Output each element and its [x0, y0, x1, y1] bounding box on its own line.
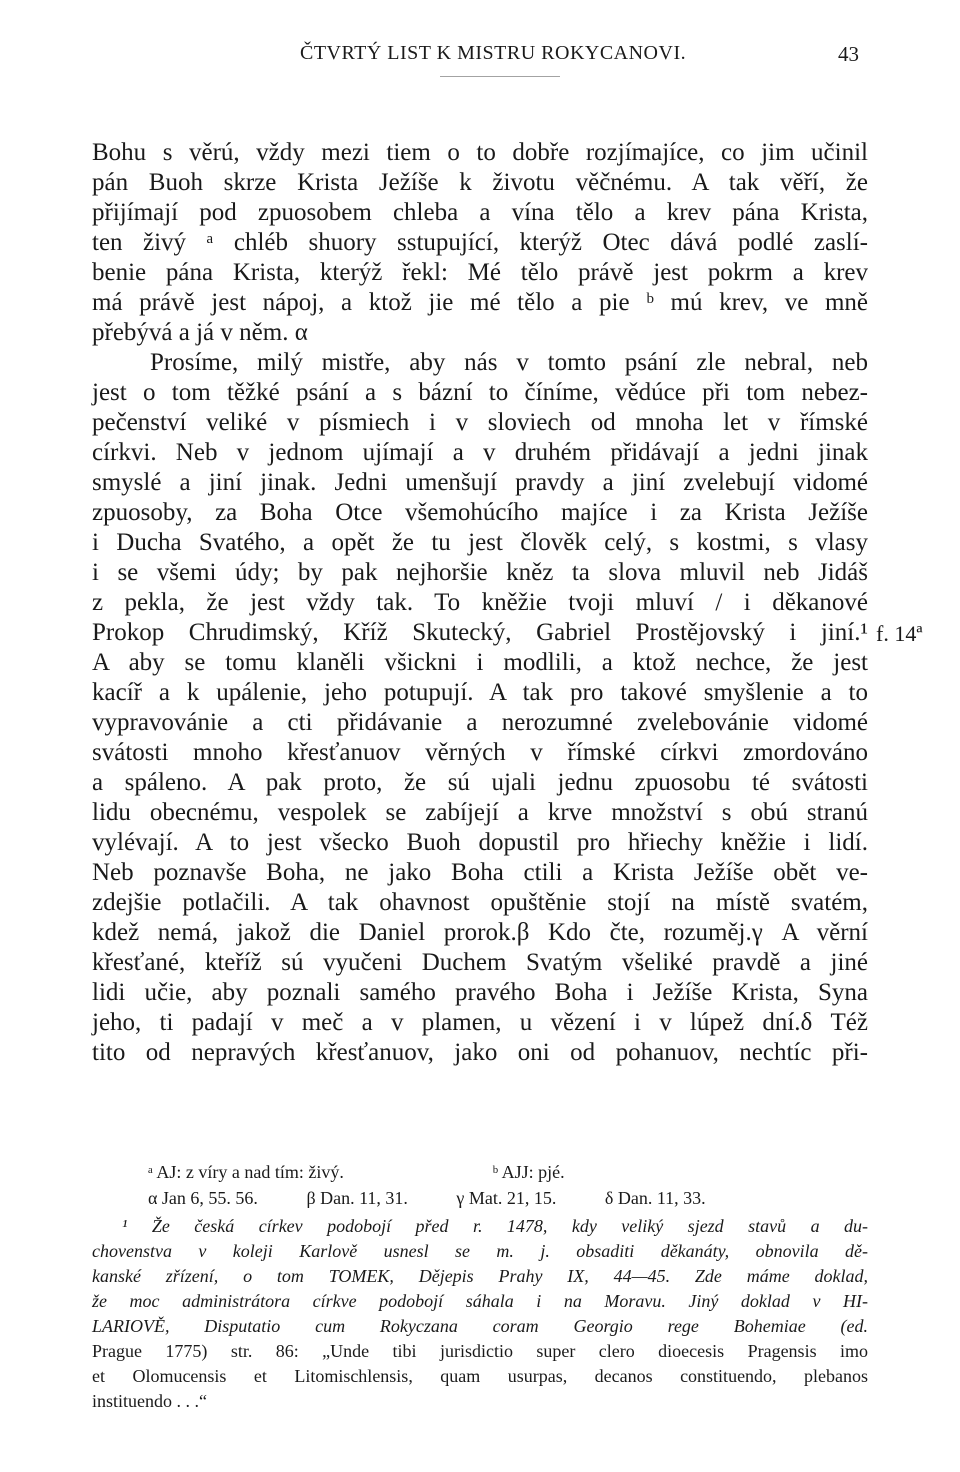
text-line: benie pána Krista, kterýž řekl: Mé tělo právě jest pokrm a krev: [92, 259, 868, 286]
reference-delta: δ Dan. 11, 33.: [604, 1188, 706, 1208]
text-line: svátosti mnoho křesťanuov věrných v římské církvi zmordováno: [92, 739, 868, 766]
text-line: lidi učie, aby poznali samého pravého Boha i Ježíše Krista, Syna: [92, 979, 868, 1006]
text-line: kdež nemá, jakož die Daniel prorok.β Kdo čte, rozuměj.γ A věrní: [92, 919, 868, 946]
reference-beta: β Dan. 11, 31.: [306, 1188, 408, 1208]
footnote-1-line: LARIOVĚ, Disputatio cum Rokyczana coram Georgio rege Bohemiae (ed.: [92, 1316, 868, 1336]
text-line: kacíř a k upálenie, jeho potupují. A tak pro takové smyšlenie a to: [92, 679, 868, 706]
footnote-1-line: že moc administrátora církve podobojí sáhala i na Moravu. Jiný doklad v HI-: [92, 1291, 868, 1311]
text-line: pán Buoh skrze Krista Ježíše k životu věčnému. A tak věří, že: [92, 169, 868, 196]
footnote-1-line: chovenstva v koleji Karlově usnesl se m. j. obsaditi děkanáty, obnovila dě-: [92, 1241, 868, 1261]
text-line: Prokop Chrudimský, Kříž Skutecký, Gabriel Prostějovský i jiní.¹: [92, 619, 868, 646]
folio-margin-note: f. 14ª: [876, 621, 923, 646]
footnote-1-line: ¹ Že česká církev podobojí před r. 1478, kdy veliký sjezd stavů a du-: [122, 1216, 868, 1236]
text-line: zpuosoby, za Boha Otce všemohúcího majíce i za Krista Ježíše: [92, 499, 868, 526]
text-line: Prosíme, milý mistře, aby nás v tomto psání zle nebral, neb: [150, 349, 868, 376]
text-line: přijímají pod zpuosobem chleba a vína tělo a krev pána Krista,: [92, 199, 868, 226]
text-line: a spáleno. A pak proto, že sú ujali jednu zpuosobu té svátosti: [92, 769, 868, 796]
footnote-1-line: kanské zřízení, o tom TOMEK, Dějepis Prahy IX, 44—45. Zde máme doklad,: [92, 1266, 868, 1286]
text-line: vypravovánie a cti přidávanie a nerozumné zvelebovánie vidomé: [92, 709, 868, 736]
text-line: lidu obecnému, vespolek se zabíjejí a krve množství s obú stranú: [92, 799, 868, 826]
text-line: přebývá a já v něm. α: [92, 319, 308, 346]
reference-alpha: α Jan 6, 55. 56.: [148, 1188, 258, 1208]
text-line: tito od nepravých křesťanuov, jako oni od pohanuov, nechtíc při-: [92, 1039, 868, 1066]
text-line: jeho, ti padají v meč a v plamen, u vězení i v lúpež dní.δ Též: [92, 1009, 868, 1036]
header-rule: [440, 76, 560, 77]
text-line: má právě jest nápoj, a ktož jie mé tělo a pie ᵇ mú krev, ve mně: [92, 289, 868, 316]
text-line: ten živý ᵃ chléb shuory sstupující, kterýž Otec dává podlé zaslí-: [92, 229, 868, 256]
reference-gamma: γ Mat. 21, 15.: [456, 1188, 557, 1208]
footnote-1-line: Prague 1775) str. 86: „Unde tibi jurisdictio super clero dioecesis Pragensis imo: [92, 1341, 868, 1361]
text-line: pečenství veliké v písmiech i v sloviech od mnoha let v římské: [92, 409, 868, 436]
text-line: z pekla, že jest vždy tak. To kněžie tvoji mluví / i děkanové: [92, 589, 868, 616]
main-text: [92, 138, 868, 1068]
footnote-a: ᵃ AJ: z víry a nad tím: živý.: [148, 1162, 344, 1182]
footnotes: [92, 1160, 868, 1414]
scripture-references: [92, 1186, 868, 1214]
text-line: Neb poznavše Boha, ne jako Boha ctili a Krista Ježíše obět ve-: [92, 859, 868, 886]
text-line: jest o tom těžké psání a s bázní to číníme, vědúce při tom nebez-: [92, 379, 868, 406]
page-number: 43: [838, 42, 859, 66]
text-line: i Ducha Svatého, a opět že tu jest člověk celý, s kostmi, s vlasy: [92, 529, 868, 556]
footnote-b: ᵇ AJJ: pjé.: [492, 1162, 565, 1182]
running-title: ČTVRTÝ LIST K MISTRU ROKYCANOVI.: [300, 42, 687, 64]
text-line: A aby se tomu klaněli všickni i modlili, a ktož nechce, že jest: [92, 649, 868, 676]
text-line: křesťané, kteříž sú vyučeni Duchem Svatým všeliké pravdě a jiné: [92, 949, 868, 976]
footnote-1-line: instituendo . . .“: [92, 1391, 207, 1411]
page-header: [0, 42, 960, 76]
text-line: zdejšie potlačili. A tak ohavnost opuštěnie stojí na místě svatém,: [92, 889, 868, 916]
text-line: Bohu s věrú, vždy mezi tiem o to dobře rozjímajíce, co jim učinil: [92, 139, 868, 166]
variant-notes: [92, 1160, 868, 1186]
footnote-1-line: et Olomucensis et Litomischlensis, quam usurpas, decanos constituendo, plebanos: [92, 1366, 868, 1386]
text-line: církvi. Neb v jednom ujímají a v druhém přidávají a jedni jinak: [92, 439, 868, 466]
text-line: i se všemi údy; by pak nejhoršie kněz ta slova mluvil neb Jidáš: [92, 559, 868, 586]
text-line: smyslé a jiní jinak. Jedni umenšují pravdy a jiní zvelebují vidomé: [92, 469, 868, 496]
text-line: vylévají. A to jest všecko Buoh dopustil pro hřiechy kněžie i lidí.: [92, 829, 868, 856]
